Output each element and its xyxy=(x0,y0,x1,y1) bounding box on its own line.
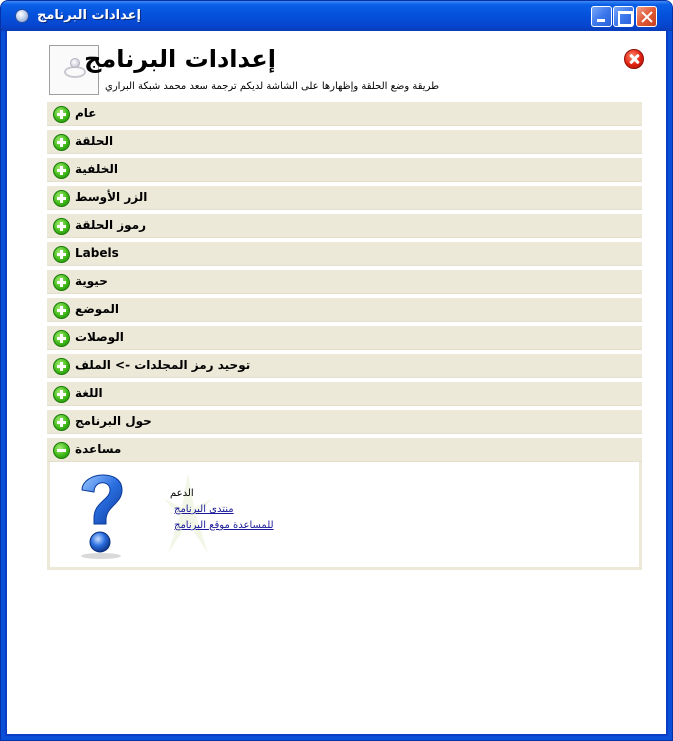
section-help[interactable] xyxy=(47,438,642,462)
plus-circle-icon[interactable] xyxy=(53,106,70,123)
plus-circle-icon[interactable] xyxy=(53,134,70,151)
section-shortcuts[interactable] xyxy=(47,326,642,350)
client-area xyxy=(5,31,668,736)
section-label: حيوية xyxy=(75,274,108,288)
page-subtitle: طريقة وضع الحلقة وإظهارها على الشاشة لديكم ترجمة سعد محمد شبكة البراري xyxy=(105,81,440,92)
page-title: إعدادات البرنامج xyxy=(84,45,276,73)
settings-sections xyxy=(47,102,642,570)
section-labels[interactable] xyxy=(47,242,642,266)
section-label: الموضع xyxy=(75,302,119,316)
section-label: الزر الأوسط xyxy=(75,190,148,204)
section-label: الحلقة xyxy=(75,134,114,148)
maximize-button[interactable] xyxy=(613,6,634,27)
section-about[interactable] xyxy=(47,410,642,434)
window-close-button[interactable] xyxy=(636,6,657,27)
section-label: رموز الحلقة xyxy=(75,218,147,232)
section-animation[interactable] xyxy=(47,270,642,294)
help-heading: الدعم xyxy=(170,488,194,499)
section-label: اللغة xyxy=(75,386,103,400)
section-general[interactable] xyxy=(47,102,642,126)
plus-circle-icon[interactable] xyxy=(53,330,70,347)
plus-circle-icon[interactable] xyxy=(53,218,70,235)
question-mark-icon xyxy=(74,466,130,562)
app-icon[interactable] xyxy=(15,9,29,23)
orb-icon xyxy=(70,58,80,68)
section-background[interactable] xyxy=(47,158,642,182)
title-bar[interactable] xyxy=(1,1,672,31)
plus-circle-icon[interactable] xyxy=(53,246,70,263)
plus-circle-icon[interactable] xyxy=(53,162,70,179)
minimize-button[interactable] xyxy=(591,6,612,27)
window-title: إعدادات البرنامج xyxy=(37,8,141,23)
website-link[interactable]: للمساعدة موقع البرنامج xyxy=(174,520,274,531)
section-language[interactable] xyxy=(47,382,642,406)
section-label: حول البرنامج xyxy=(75,414,152,428)
section-label: Labels xyxy=(75,246,119,260)
minus-circle-icon[interactable] xyxy=(53,442,70,459)
section-label: مساعدة xyxy=(75,442,122,456)
plus-circle-icon[interactable] xyxy=(53,386,70,403)
plus-circle-icon[interactable] xyxy=(53,190,70,207)
section-middle-button[interactable] xyxy=(47,186,642,210)
section-ring-icons[interactable] xyxy=(47,214,642,238)
help-panel xyxy=(47,462,642,570)
section-position[interactable] xyxy=(47,298,642,322)
section-ring[interactable] xyxy=(47,130,642,154)
forum-link[interactable]: منتدى البرنامج xyxy=(174,504,234,515)
section-label: الخلفية xyxy=(75,162,118,176)
plus-circle-icon[interactable] xyxy=(53,414,70,431)
section-label: عام xyxy=(75,106,97,120)
section-label: الوصلات xyxy=(75,330,124,344)
section-unify-folder-icon[interactable] xyxy=(47,354,642,378)
section-label: توحيد رمز المجلدات -> الملف xyxy=(75,358,251,372)
plus-circle-icon[interactable] xyxy=(53,302,70,319)
plus-circle-icon[interactable] xyxy=(53,274,70,291)
plus-circle-icon[interactable] xyxy=(53,358,70,375)
close-circle-icon[interactable] xyxy=(624,49,644,69)
